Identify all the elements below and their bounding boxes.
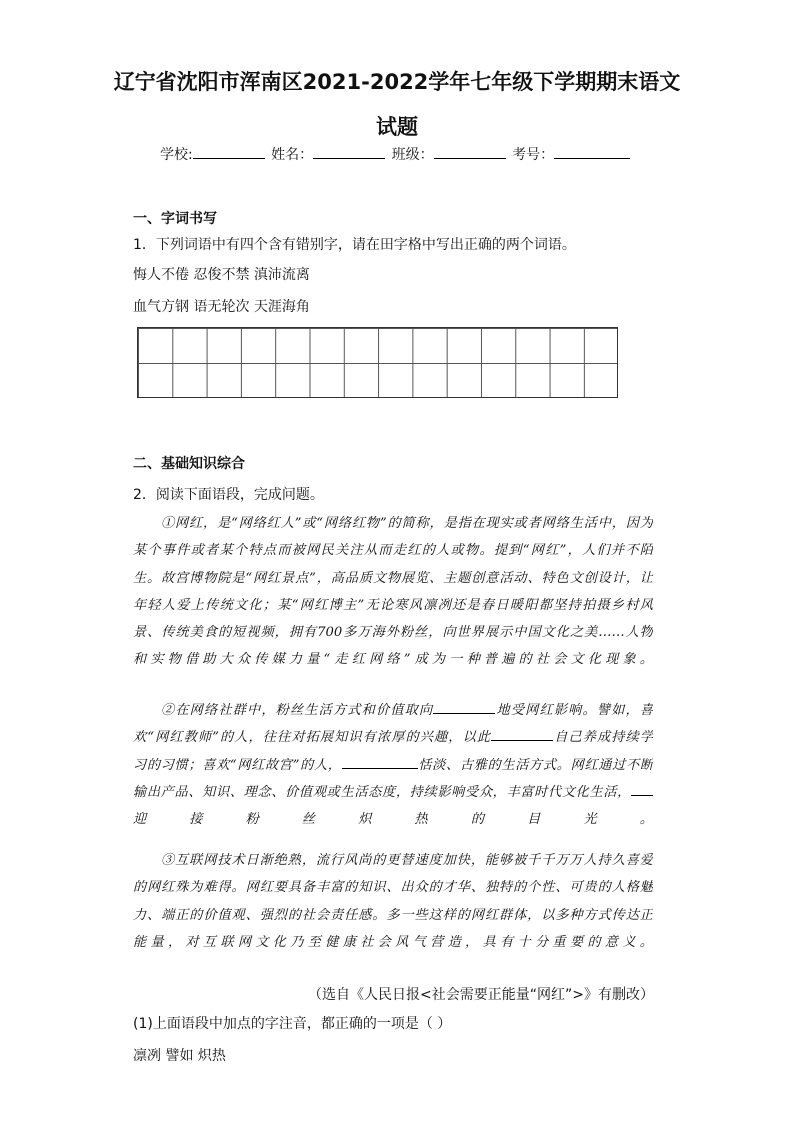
- passage-line: 的网红殊为难得。网红要具备丰富的知识、出众的才华、独特的个性、可贵的人格魅: [133, 880, 653, 896]
- page-title: 辽宁省沈阳市浑南区2021-2022学年七年级下学期期末语文: [113, 70, 681, 94]
- passage-text: 地受网红影响。譬如，喜: [495, 703, 653, 718]
- class-blank[interactable]: [434, 144, 506, 159]
- passage-text: 习的习惯；喜欢“网红故宫”的人，: [133, 757, 342, 773]
- passage-paragraph-3: [133, 847, 653, 956]
- passage-line: 某个事件或者某个特点而被网民关注从而走红的人或物。提到“网红”，人们并不陌: [133, 543, 653, 559]
- section-heading-1: 一、字词书写: [133, 211, 217, 227]
- passage-line: 生。故宫博物院是“网红景点”，高品质文物展览、主题创意活动、特色文创设计，让: [133, 570, 653, 586]
- tianzige-writing-grid[interactable]: [137, 327, 618, 398]
- question-1-text: 1．下列词语中有四个含有错别字，请在田字格中写出正确的两个词语。: [133, 237, 576, 253]
- passage-line: 年轻人爱上传统文化；某“网红博主”无论寒风凛冽还是春日暖阳都坚持拍摄乡村风: [133, 597, 653, 613]
- fill-blank-1[interactable]: [433, 701, 495, 714]
- class-label: 班级：: [391, 147, 434, 163]
- exam-number-blank[interactable]: [554, 144, 630, 159]
- fill-blank-2[interactable]: [491, 728, 553, 741]
- section-heading-2: 二、基础知识综合: [133, 456, 245, 472]
- passage-source: （选自《人民日报<社会需要正能量“网红”>》有删改）: [308, 987, 654, 1003]
- school-blank[interactable]: [193, 144, 265, 159]
- page-title-continued: 试题: [376, 115, 418, 139]
- passage-text: ②在网络社群中，粉丝生活方式和价值取向: [161, 703, 434, 718]
- sub-question-words: 凛冽 譬如 炽热: [133, 1048, 226, 1064]
- passage-line: 力、端正的价值观、强烈的社会责任感。多一些这样的网红群体，以多种方式传达正: [133, 907, 653, 923]
- passage-line: 迎接粉丝炽热的目光。: [133, 812, 653, 828]
- passage-text: 输出产品、知识、理念、价值观或生活态度，持续影响受众，丰富时代文化生活，: [133, 784, 631, 800]
- word-list-line-2: 血气方钢 语无轮次 天涯海角: [133, 299, 310, 315]
- passage-paragraph-2: [133, 697, 653, 833]
- passage-line: 和实物借助大众传媒力量“走红网络”成为一种普遍的社会文化现象。: [133, 652, 653, 668]
- passage-line: [133, 697, 653, 724]
- passage-line: 景、传统美食的短视频，拥有700多万海外粉丝，向世界展示中国文化之美……人物: [133, 625, 653, 641]
- passage-line: [133, 752, 653, 779]
- name-blank[interactable]: [313, 144, 385, 159]
- passage-paragraph-1: [133, 510, 653, 674]
- passage-text: 恬淡、古雅的生活方式。网红通过不断: [417, 757, 653, 773]
- passage-line: ①网红，是“网络红人”或“网络红物”的简称，是指在现实或者网络生活中，因为: [161, 516, 653, 531]
- name-label: 姓名：: [271, 147, 314, 163]
- student-info-line: [160, 144, 632, 164]
- fill-blank-4[interactable]: [631, 783, 653, 796]
- passage-line: [133, 724, 653, 751]
- question-2-text: 2．阅读下面语段，完成问题。: [133, 487, 324, 503]
- fill-blank-3[interactable]: [342, 756, 418, 769]
- sub-question-1: (1)上面语段中加点的字注音，都正确的一项是（ ）: [133, 1016, 452, 1032]
- word-list-line-1: 悔人不倦 忍俊不禁 滇沛流离: [133, 267, 310, 283]
- school-label: 学校:: [160, 147, 193, 163]
- passage-text: 自己养成持续学: [553, 730, 653, 746]
- passage-text: 欢“网红教师”的人，往往对拓展知识有浓厚的兴趣，以此: [133, 730, 492, 746]
- exam-number-label: 考号：: [512, 147, 555, 163]
- passage-line: 能量，对互联网文化乃至健康社会风气营造，具有十分重要的意义。: [133, 934, 653, 950]
- passage-line: ③互联网技术日渐绝熟，流行风尚的更替速度加快，能够被千千万万人持久喜爱: [161, 853, 653, 868]
- passage-line: [133, 779, 653, 806]
